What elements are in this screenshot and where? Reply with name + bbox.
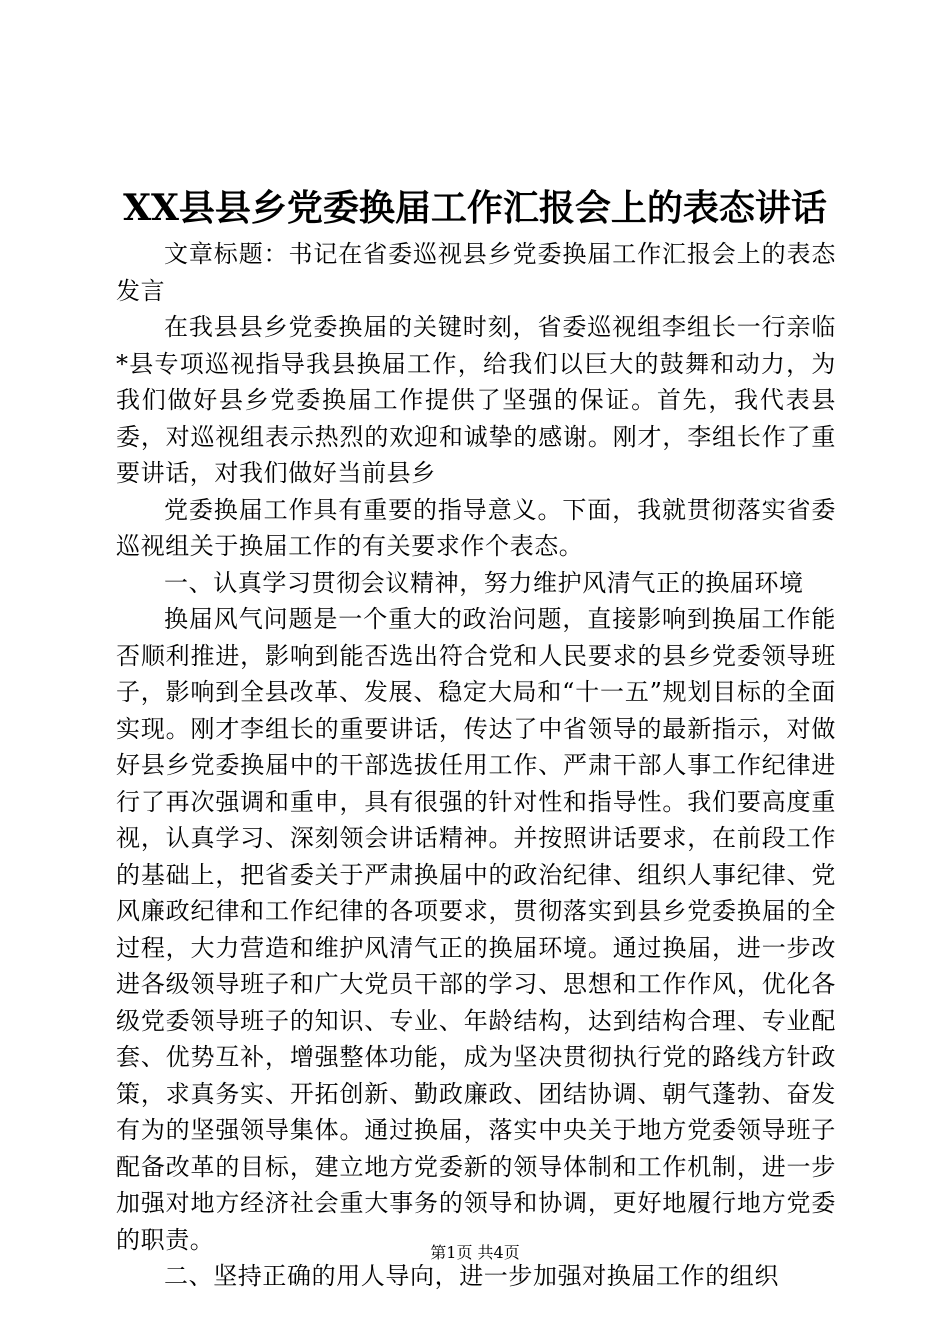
paragraph-opening: 在我县县乡党委换届的关键时刻，省委巡视组李组长一行亲临*县专项巡视指导我县换届工作，给我们以巨大的鼓舞和动力，为我们做好县乡党委换届工作提供了坚强的保证。首先，我代表县委，对巡视组表示热烈的欢迎和诚挚的感谢。刚才，李组长作了重要讲话，对我们做好当前县乡: [116, 313, 836, 487]
paragraph-continuation: 党委换届工作具有重要的指导意义。下面，我就贯彻落实省委巡视组关于换届工作的有关要求作个表态。: [116, 495, 836, 560]
section-heading-1: 一、认真学习贯彻会议精神，努力维护风清气正的换届环境: [164, 568, 804, 597]
paragraph-article-title: 文章标题：书记在省委巡视县乡党委换届工作汇报会上的表态发言: [116, 240, 836, 305]
document-title: XX县县乡党委换届工作汇报会上的表态讲话: [123, 187, 827, 229]
document-body: [116, 236, 836, 1295]
section-heading-2: 二、坚持正确的用人导向，进一步加强对换届工作的组织: [164, 1262, 779, 1290]
page-number-footer: 第1页 共4页: [430, 1243, 520, 1262]
paragraph-section-1-body: 换届风气问题是一个重大的政治问题，直接影响到换届工作能否顺利推进，影响到能否选出符合党和人民要求的县乡党委领导班子，影响到全县改革、发展、稳定大局和“十一五”规划目标的全面实现。刚才李组长的重要讲话，传达了中省领导的最新指示，对做好县乡党委换届中的干部选拔任用工作、严肃干部人事工作纪律进行了再次强调和重申，具有很强的针对性和指导性。我们要高度重视，认真学习、深刻领会讲话精神。并按照讲话要求，在前段工作的基础上，把省委关于严肃换届中的政治纪律、组织人事纪律、党风廉政纪律和工作纪律的各项要求，贯彻落实到县乡党委换届的全过程，大力营造和维护风清气正的换届环境。通过换届，进一步改进各级领导班子和广大党员干部的学习、思想和工作作风，优化各级党委领导班子的知识、专业、年龄结构，达到结构合理、专业配套、优势互补，增强整体功能，成为坚决贯彻执行党的路线方针政策，求真务实、开拓创新、勤政廉政、团结协调、朝气蓬勃、奋发有为的坚强领导集体。通过换届，落实中央关于地方党委领导班子配备改革的目标，建立地方党委新的领导体制和工作机制，进一步加强对地方经济社会重大事务的领导和协调，更好地履行地方党委的职责。: [116, 605, 836, 1254]
